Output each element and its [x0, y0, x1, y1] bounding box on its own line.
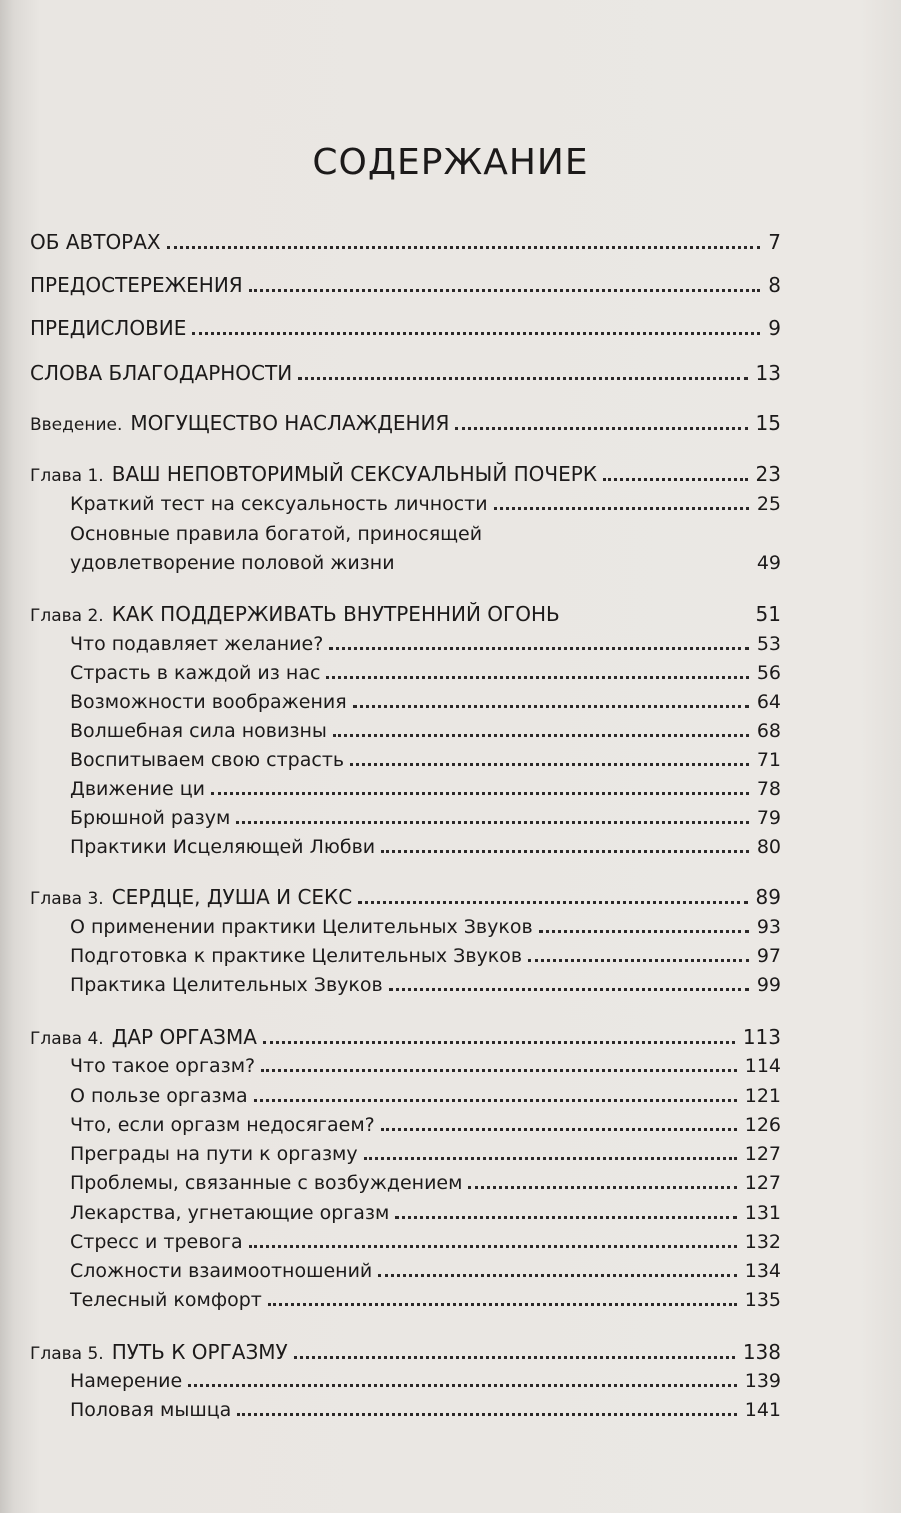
- toc-chapter-prefix: Глава 5.: [30, 1344, 104, 1364]
- toc-entry-label: Телесный комфорт: [70, 1289, 262, 1311]
- toc-page-number: 9: [768, 316, 781, 340]
- toc-entry-about-authors: [30, 230, 781, 254]
- toc-entry-label: ДАР ОРГАЗМА: [111, 1025, 257, 1049]
- toc-subentry: [70, 778, 781, 800]
- toc-entry-label: Что подавляет желание?: [70, 633, 324, 655]
- dot-leader: [528, 959, 749, 962]
- toc-entry-label: Воспитываем свою страсть: [70, 749, 345, 771]
- dot-leader: [381, 1128, 737, 1131]
- toc-page-number: 7: [768, 230, 781, 254]
- dot-leader: [237, 1413, 736, 1416]
- toc-entry-label: СЕРДЦЕ, ДУША И СЕКС: [111, 885, 353, 909]
- dot-leader: [401, 566, 749, 569]
- toc-subentry: [70, 1143, 781, 1165]
- toc-entry-label: ПРЕДИСЛОВИЕ: [30, 316, 187, 340]
- toc-page-number: 99: [756, 974, 781, 996]
- toc-subentry: [70, 836, 781, 858]
- toc-entry-label: Страсть в каждой из нас: [70, 662, 321, 684]
- dot-leader: [211, 792, 749, 795]
- dot-leader: [350, 763, 749, 766]
- toc-chapter-heading: [30, 1340, 294, 1364]
- toc-entry-label: Преграды на пути к оргазму: [70, 1143, 358, 1165]
- toc-entry-introduction: [30, 411, 781, 435]
- toc-page-number: 126: [744, 1114, 781, 1136]
- dot-leader: [326, 676, 748, 679]
- dot-leader: [254, 1099, 737, 1102]
- dot-leader: [236, 821, 749, 824]
- toc-page-number: 64: [756, 691, 781, 713]
- toc-subentry: [70, 1370, 781, 1392]
- toc-subentry: [70, 552, 781, 574]
- toc-page-number: 135: [744, 1289, 781, 1311]
- toc-subentry-line-1: Основные правила богатой, приносящей: [70, 523, 483, 545]
- toc-entry-label: ОБ АВТОРАХ: [30, 230, 161, 254]
- toc-page-number: 53: [756, 633, 781, 655]
- toc-subentry: [70, 1055, 781, 1077]
- toc-entry-warnings: [30, 273, 781, 297]
- toc-entry-label: Проблемы, связанные с возбуждением: [70, 1172, 463, 1194]
- toc-page-number: 15: [755, 411, 781, 435]
- toc-entry-chapter-5: [30, 1340, 781, 1364]
- toc-entry-label: Намерение: [70, 1370, 183, 1392]
- dot-leader: [249, 289, 761, 292]
- dot-leader: [539, 930, 749, 933]
- toc-entry-label: удовлетворение половой жизни: [70, 552, 395, 574]
- dot-leader: [329, 647, 749, 650]
- toc-subentry: [70, 1260, 781, 1282]
- toc-page-number: 141: [744, 1399, 781, 1421]
- toc-chapter-heading: [30, 1025, 263, 1049]
- toc-subentry: [70, 691, 781, 713]
- toc-entry-label: Брюшной разум: [70, 807, 231, 829]
- toc-page-number: 51: [755, 602, 781, 626]
- toc-page-number: 121: [744, 1085, 781, 1107]
- toc-page-number: 79: [756, 807, 781, 829]
- dot-leader: [566, 618, 748, 621]
- toc-page-number: 139: [744, 1370, 781, 1392]
- toc-entry-label: Стресс и тревога: [70, 1231, 243, 1253]
- toc-subentry: [70, 720, 781, 742]
- dot-leader: [378, 1274, 736, 1277]
- toc-entry-label: ВАШ НЕПОВТОРИМЫЙ СЕКСУАЛЬНЫЙ ПОЧЕРК: [111, 462, 598, 486]
- toc-entry-label: Возможности воображения: [70, 691, 347, 713]
- toc-subentry: [70, 945, 781, 967]
- toc-entry-label: Краткий тест на сексуальность личности: [70, 493, 488, 515]
- dot-leader: [167, 246, 761, 249]
- dot-leader: [263, 1041, 735, 1044]
- dot-leader: [333, 734, 749, 737]
- toc-entry-chapter-4: [30, 1025, 781, 1049]
- toc-page-number: 114: [744, 1055, 781, 1077]
- toc-page-number: 127: [744, 1172, 781, 1194]
- toc-entry-label: Подготовка к практике Целительных Звуков: [70, 945, 523, 967]
- toc-entry-label: Лекарства, угнетающие оргазм: [70, 1202, 390, 1224]
- toc-entry-acknowledgements: [30, 361, 781, 385]
- toc-subentry: [70, 1399, 781, 1421]
- toc-page-number: 71: [756, 749, 781, 771]
- dot-leader: [192, 332, 760, 335]
- toc-page-number: 8: [768, 273, 781, 297]
- toc-page-number: 80: [756, 836, 781, 858]
- toc-entry-label: Что, если оргазм недосягаем?: [70, 1114, 375, 1136]
- toc-chapter-heading: [30, 411, 455, 435]
- toc-page-number: 68: [756, 720, 781, 742]
- dot-leader: [364, 1157, 737, 1160]
- toc-chapter-prefix: Введение.: [30, 415, 123, 435]
- toc-chapter-prefix: Глава 4.: [30, 1029, 104, 1049]
- toc-subentry: [70, 749, 781, 771]
- toc-entry-label: О пользе оргазма: [70, 1085, 248, 1107]
- toc-subentry: [70, 493, 781, 515]
- toc-chapter-heading: [30, 462, 603, 486]
- dot-leader: [358, 901, 747, 904]
- toc-page-number: 131: [744, 1202, 781, 1224]
- toc-chapter-prefix: Глава 1.: [30, 466, 104, 486]
- toc-entry-preface: [30, 316, 781, 340]
- dot-leader: [455, 427, 747, 430]
- toc-page-number: 13: [755, 361, 781, 385]
- toc-chapter-prefix: Глава 2.: [30, 606, 104, 626]
- dot-leader: [395, 1216, 736, 1219]
- toc-entry-label: Практики Исцеляющей Любви: [70, 836, 376, 858]
- toc-subentry: [70, 633, 781, 655]
- toc-chapter-heading: [30, 602, 566, 626]
- toc-entry-label: Сложности взаимоотношений: [70, 1260, 373, 1282]
- dot-leader: [268, 1303, 737, 1306]
- toc-subentry: [70, 1085, 781, 1107]
- toc-entry-label: СЛОВА БЛАГОДАРНОСТИ: [30, 361, 293, 385]
- toc-entry-chapter-2: [30, 602, 781, 626]
- toc-entry-label: ПУТЬ К ОРГАЗМУ: [111, 1340, 288, 1364]
- toc-entry-label: Движение ци: [70, 778, 205, 800]
- toc-subentry: [70, 1231, 781, 1253]
- toc-subentry: [70, 974, 781, 996]
- toc-page-number: 78: [756, 778, 781, 800]
- toc-page-number: 132: [744, 1231, 781, 1253]
- toc-entry-chapter-1: [30, 462, 781, 486]
- toc-entry-label: Практика Целительных Звуков: [70, 974, 383, 996]
- toc-entry-label: Половая мышца: [70, 1399, 232, 1421]
- toc-entry-label: КАК ПОДДЕРЖИВАТЬ ВНУТРЕННИЙ ОГОНЬ: [111, 602, 560, 626]
- toc-entry-label: О применении практики Целительных Звуков: [70, 916, 533, 938]
- toc-page-number: 93: [756, 916, 781, 938]
- dot-leader: [353, 705, 749, 708]
- toc-entry-label: МОГУЩЕСТВО НАСЛАЖДЕНИЯ: [130, 411, 450, 435]
- toc-entry-chapter-3: [30, 885, 781, 909]
- dot-leader: [603, 478, 748, 481]
- toc-page-number: 97: [756, 945, 781, 967]
- toc-subentry: [70, 1202, 781, 1224]
- toc-page-number: 127: [744, 1143, 781, 1165]
- toc-subentry: [70, 916, 781, 938]
- toc-page-number: 113: [742, 1025, 781, 1049]
- toc-page-number: 138: [742, 1340, 781, 1364]
- dot-leader: [188, 1384, 737, 1387]
- dot-leader: [468, 1186, 736, 1189]
- toc-page-number: 89: [755, 885, 781, 909]
- page-title: СОДЕРЖАНИЕ: [312, 142, 589, 183]
- toc-page-number: 56: [756, 662, 781, 684]
- dot-leader: [298, 377, 747, 380]
- dot-leader: [261, 1069, 737, 1072]
- toc-subentry: [70, 807, 781, 829]
- toc-page-number: 25: [756, 493, 781, 515]
- toc-page-number: 23: [755, 462, 781, 486]
- toc-page-number: 49: [756, 552, 781, 574]
- toc-subentry: [70, 1114, 781, 1136]
- toc-chapter-heading: [30, 885, 358, 909]
- toc-entry-label: Волшебная сила новизны: [70, 720, 327, 742]
- dot-leader: [389, 988, 749, 991]
- dot-leader: [381, 850, 749, 853]
- toc-subentry: [70, 662, 781, 684]
- toc-subentry: [70, 1289, 781, 1311]
- toc-subentry: [70, 1172, 781, 1194]
- dot-leader: [249, 1245, 737, 1248]
- dot-leader: [294, 1356, 735, 1359]
- toc-page-number: 134: [744, 1260, 781, 1282]
- dot-leader: [494, 507, 749, 510]
- toc-entry-label: Что такое оргазм?: [70, 1055, 256, 1077]
- toc-entry-label: ПРЕДОСТЕРЕЖЕНИЯ: [30, 273, 243, 297]
- toc-chapter-prefix: Глава 3.: [30, 889, 104, 909]
